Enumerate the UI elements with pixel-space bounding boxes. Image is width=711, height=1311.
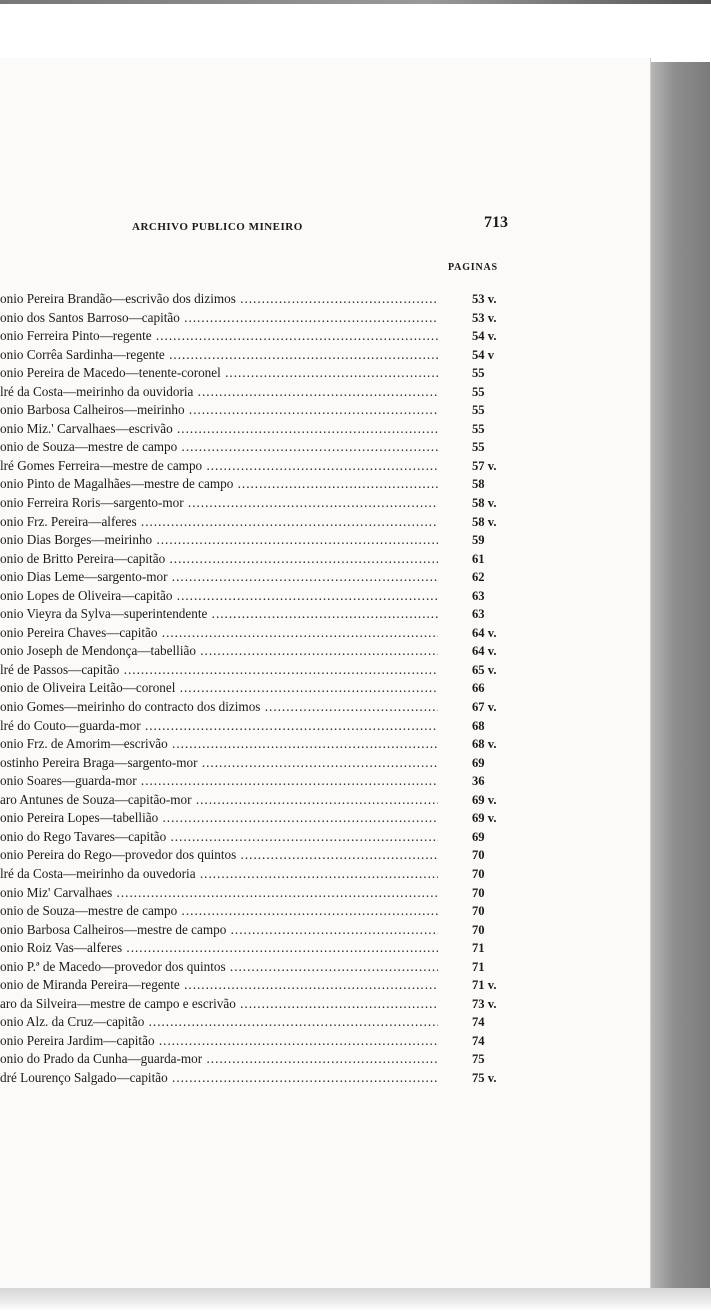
entry-page-ref: 69 v. bbox=[472, 811, 497, 826]
entry-text: onio Ferreira Roris—sargento-mor ..... bbox=[0, 494, 438, 513]
entry-text: onio Dias Leme—sargento-mor ..... bbox=[0, 568, 438, 587]
index-entry bbox=[0, 309, 540, 328]
index-entry bbox=[0, 457, 540, 476]
index-entry bbox=[0, 568, 540, 587]
entry-text: onio Corrêa Sardinha—regente ..... bbox=[0, 346, 438, 365]
entry-text: onio Frz. de Amorim—escrivão ..... bbox=[0, 735, 438, 754]
index-entries bbox=[0, 290, 540, 1088]
entry-page-ref: 58 v. bbox=[472, 496, 497, 511]
book-page bbox=[0, 58, 651, 1288]
scan-bottom-edge bbox=[0, 1288, 711, 1311]
column-label: PAGINAS bbox=[448, 262, 498, 273]
entry-text: onio Pereira Chaves—capitão ..... bbox=[0, 624, 438, 643]
index-entry bbox=[0, 531, 540, 550]
index-entry bbox=[0, 661, 540, 680]
index-entry bbox=[0, 958, 540, 977]
index-entry bbox=[0, 401, 540, 420]
index-entry bbox=[0, 327, 540, 346]
entry-text: aro Antunes de Souza—capitão-mor ..... bbox=[0, 791, 438, 810]
entry-page-ref: 69 v. bbox=[472, 792, 497, 807]
index-entry bbox=[0, 976, 540, 995]
entry-page-ref: 63 bbox=[472, 588, 485, 603]
index-entry bbox=[0, 921, 540, 940]
entry-text: onio Lopes de Oliveira—capitão ..... bbox=[0, 587, 438, 606]
index-entry bbox=[0, 513, 540, 532]
running-head: ARCHIVO PUBLICO MINEIRO bbox=[132, 221, 303, 233]
entry-page-ref: 55 bbox=[472, 384, 485, 399]
index-entry bbox=[0, 939, 540, 958]
entry-page-ref: 64 v. bbox=[472, 625, 497, 640]
entry-page-ref: 68 v. bbox=[472, 737, 497, 752]
scan-top-edge bbox=[0, 0, 711, 4]
entry-text: onio de Miranda Pereira—regente ..... bbox=[0, 976, 438, 995]
entry-page-ref: 53 v. bbox=[472, 292, 497, 306]
entry-text: onio Alz. da Cruz—capitão ..... bbox=[0, 1013, 438, 1032]
entry-text: onio Frz. Pereira—alferes ..... bbox=[0, 513, 438, 532]
entry-page-ref: 65 v. bbox=[472, 662, 497, 677]
entry-text: lré Gomes Ferreira—mestre de campo ..... bbox=[0, 457, 438, 476]
entry-text: onio do Prado da Cunha—guarda-mor ..... bbox=[0, 1050, 438, 1069]
index-entry bbox=[0, 642, 540, 661]
entry-text: onio de Britto Pereira—capitão ..... bbox=[0, 550, 438, 569]
entry-page-ref: 55 bbox=[472, 440, 485, 455]
entry-page-ref: 61 bbox=[472, 551, 485, 566]
entry-page-ref: 64 v. bbox=[472, 644, 497, 659]
entry-text: onio Joseph de Mendonça—tabellião ..... bbox=[0, 642, 438, 661]
entry-page-ref: 62 bbox=[472, 570, 485, 585]
index-entry bbox=[0, 1032, 540, 1051]
entry-page-ref: 58 v. bbox=[472, 514, 497, 529]
index-entry bbox=[0, 605, 540, 624]
entry-text: onio Pereira Jardim—capitão ..... bbox=[0, 1032, 438, 1051]
entry-text: dré Lourenço Salgado—capitão ..... bbox=[0, 1069, 438, 1088]
entry-page-ref: 70 bbox=[472, 885, 485, 900]
entry-page-ref: 68 bbox=[472, 718, 485, 733]
entry-text: onio Miz.' Carvalhaes—escrivão ..... bbox=[0, 420, 438, 439]
index-entry bbox=[0, 772, 540, 791]
entry-text: onio Ferreira Pinto—regente ..... bbox=[0, 327, 438, 346]
entry-page-ref: 70 bbox=[472, 904, 485, 919]
entry-text: lré de Passos—capitão ..... bbox=[0, 661, 438, 680]
entry-page-ref: 74 bbox=[472, 1015, 485, 1030]
entry-text: onio de Souza—mestre de campo ..... bbox=[0, 438, 438, 457]
entry-text: onio Vieyra da Sylva—superintendente ..... bbox=[0, 605, 438, 624]
page-number: 713 bbox=[484, 214, 508, 231]
entry-text: onio dos Santos Barroso—capitão ..... bbox=[0, 309, 438, 328]
entry-page-ref: 54 v. bbox=[472, 329, 497, 344]
index-entry bbox=[0, 754, 540, 773]
entry-text: onio do Rego Tavares—capitão ..... bbox=[0, 828, 438, 847]
index-entry bbox=[0, 902, 540, 921]
page-header bbox=[100, 212, 518, 240]
index-entry bbox=[0, 494, 540, 513]
entry-text: onio Pinto de Magalhães—mestre de campo ..... bbox=[0, 475, 438, 494]
index-entry bbox=[0, 550, 540, 569]
entry-text: onio Roiz Vas—alferes ..... bbox=[0, 939, 438, 958]
entry-page-ref: 69 bbox=[472, 755, 485, 770]
index-entry bbox=[0, 1050, 540, 1069]
index-entry bbox=[0, 717, 540, 736]
entry-page-ref: 70 bbox=[472, 848, 485, 863]
entry-page-ref: 74 bbox=[472, 1033, 485, 1048]
entry-page-ref: 55 bbox=[472, 403, 485, 418]
index-entry bbox=[0, 995, 540, 1014]
entry-text: onio Pereira de Macedo—tenente-coronel ..... bbox=[0, 364, 438, 383]
entry-text: onio Pereira Brandão—escrivão dos dizimos ..... bbox=[0, 290, 438, 309]
entry-text: onio de Souza—mestre de campo ..... bbox=[0, 902, 438, 921]
entry-text: onio Soares—guarda-mor ..... bbox=[0, 772, 438, 791]
index-entry bbox=[0, 290, 540, 309]
index-entry bbox=[0, 865, 540, 884]
entry-page-ref: 71 bbox=[472, 959, 485, 974]
entry-page-ref: 69 bbox=[472, 829, 485, 844]
index-entry bbox=[0, 587, 540, 606]
entry-page-ref: 36 bbox=[472, 774, 485, 789]
entry-page-ref: 55 bbox=[472, 421, 485, 436]
index-entry bbox=[0, 679, 540, 698]
index-entry bbox=[0, 383, 540, 402]
entry-page-ref: 75 bbox=[472, 1052, 485, 1067]
entry-page-ref: 59 bbox=[472, 533, 485, 548]
index-entry bbox=[0, 420, 540, 439]
entry-text: ostinho Pereira Braga—sargento-mor ..... bbox=[0, 754, 438, 773]
entry-text: onio Dias Borges—meirinho ..... bbox=[0, 531, 438, 550]
entry-text: onio P.ª de Macedo—provedor dos quintos ..... bbox=[0, 958, 438, 977]
index-entry bbox=[0, 884, 540, 903]
entry-page-ref: 55 bbox=[472, 366, 485, 381]
entry-text: onio Pereira do Rego—provedor dos quintos ..... bbox=[0, 846, 438, 865]
index-entry bbox=[0, 346, 540, 365]
entry-page-ref: 70 bbox=[472, 922, 485, 937]
index-entry bbox=[0, 846, 540, 865]
entry-text: onio Pereira Lopes—tabellião ..... bbox=[0, 809, 438, 828]
entry-page-ref: 67 v. bbox=[472, 700, 497, 715]
entry-text: lré da Costa—meirinho da ouvidoria ..... bbox=[0, 383, 438, 402]
entry-text: lré da Costa—meirinho da ouvedoria ..... bbox=[0, 865, 438, 884]
entry-page-ref: 66 bbox=[472, 681, 485, 696]
entry-page-ref: 63 bbox=[472, 607, 485, 622]
index-entry bbox=[0, 1013, 540, 1032]
index-entry bbox=[0, 791, 540, 810]
index-entry bbox=[0, 809, 540, 828]
index-entry bbox=[0, 698, 540, 717]
entry-text: onio Barbosa Calheiros—mestre de campo ..... bbox=[0, 921, 438, 940]
entry-text: lré do Couto—guarda-mor ..... bbox=[0, 717, 438, 736]
entry-page-ref: 58 bbox=[472, 477, 485, 492]
entry-text: onio Barbosa Calheiros—meirinho ..... bbox=[0, 401, 438, 420]
entry-text: onio Miz' Carvalhaes ..... bbox=[0, 884, 438, 903]
index-entry bbox=[0, 1069, 540, 1088]
entry-page-ref: 70 bbox=[472, 866, 485, 881]
index-entry bbox=[0, 475, 540, 494]
entry-page-ref: 71 v. bbox=[472, 978, 497, 993]
entry-page-ref: 53 v. bbox=[472, 310, 497, 325]
entry-page-ref: 73 v. bbox=[472, 996, 497, 1011]
index-entry bbox=[0, 364, 540, 383]
entry-text: onio de Oliveira Leitão—coronel ..... bbox=[0, 679, 438, 698]
index-entry bbox=[0, 624, 540, 643]
entry-page-ref: 57 v. bbox=[472, 458, 497, 473]
entry-page-ref: 71 bbox=[472, 941, 485, 956]
entry-text: aro da Silveira—mestre de campo e escrivão ..... bbox=[0, 995, 438, 1014]
entry-page-ref: 75 v. bbox=[472, 1070, 497, 1085]
index-entry bbox=[0, 828, 540, 847]
entry-text: onio Gomes—meirinho do contracto dos dizimos ..... bbox=[0, 698, 438, 717]
entry-page-ref: 54 v bbox=[472, 347, 495, 362]
index-entry bbox=[0, 438, 540, 457]
index-entry bbox=[0, 735, 540, 754]
